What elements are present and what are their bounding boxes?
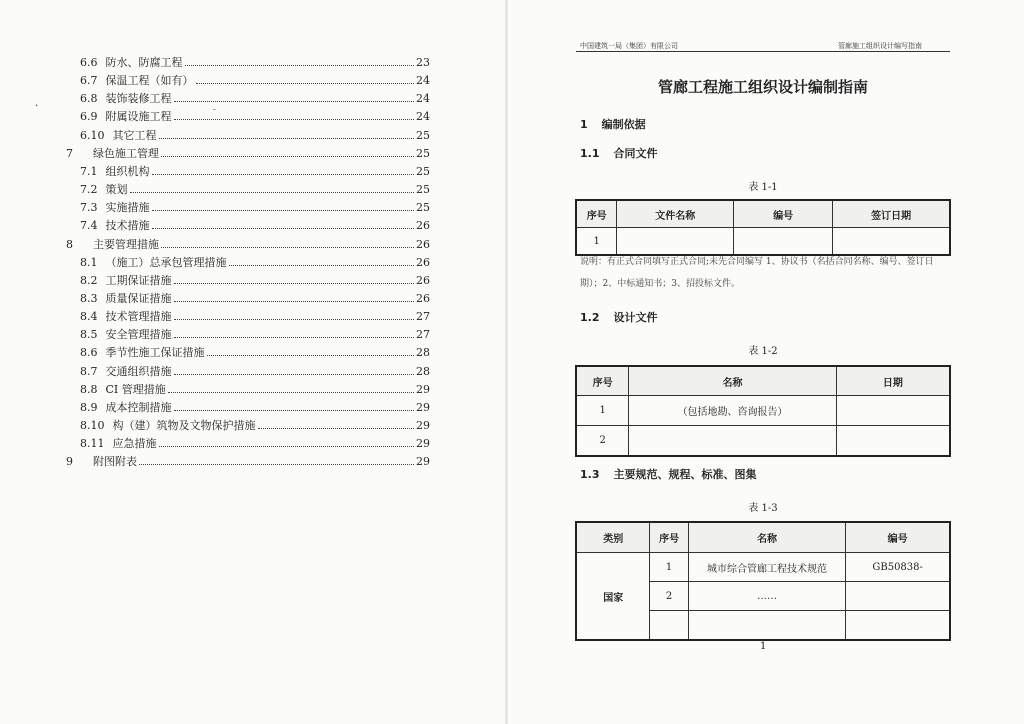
- toc-title: （施工）总承包管理措施: [105, 255, 227, 269]
- toc-title: 技术措施: [105, 219, 150, 233]
- toc-title: 技术管理措施: [105, 310, 172, 324]
- toc-number: 8.2: [80, 273, 98, 287]
- toc-leader-dots: [168, 392, 414, 393]
- toc-entry: [80, 290, 430, 307]
- toc-title: 安全管理措施: [105, 328, 172, 342]
- section-number: 1.3: [580, 468, 600, 481]
- scan-speck: ˛: [34, 94, 40, 107]
- toc-title: 成本控制措施: [105, 400, 172, 414]
- column-header: 编号: [846, 522, 950, 553]
- toc-entry: [80, 54, 430, 71]
- toc-entry: [80, 199, 430, 216]
- toc-page-number: 26: [416, 237, 430, 251]
- toc-page-number: 24: [416, 74, 430, 88]
- toc-title: 保温工程（如有）: [105, 74, 194, 88]
- toc-title: 主要管理措施: [93, 237, 159, 251]
- column-header: 类别: [576, 522, 650, 553]
- toc-title: 构（建）筑物及文物保护措施: [112, 419, 256, 432]
- section-title: 设计文件: [613, 311, 658, 324]
- design-files-table: [575, 365, 951, 457]
- table-cell: 1: [576, 228, 617, 256]
- toc-leader-dots: [185, 65, 415, 66]
- document-title: 管廊工程施工组织设计编制指南: [657, 78, 868, 96]
- toc-number: 7: [66, 146, 73, 160]
- table-3-caption: 表 1-3: [748, 503, 778, 514]
- toc-entry: [80, 344, 430, 361]
- toc-entry: [80, 381, 430, 398]
- table-cell: 1: [650, 553, 688, 582]
- toc-number: 7.1: [80, 164, 98, 178]
- toc-leader-dots: [174, 319, 415, 320]
- toc-entry: [66, 453, 430, 470]
- toc-entry: [80, 363, 430, 380]
- table-1-note: 说明：有正式合同填写正式合同;未先合同编写 1、协议书（名括合同名称、编号、签订日期）；2、中标通知书；3、招投标文件。: [580, 257, 934, 289]
- toc-entry: [80, 399, 430, 416]
- header-rule: [576, 51, 950, 52]
- toc-number: 7.4: [80, 219, 98, 233]
- table-cell: [846, 582, 950, 611]
- toc-leader-dots: [152, 228, 415, 229]
- toc-leader-dots: [139, 464, 414, 465]
- toc-leader-dots: [159, 138, 415, 139]
- table-row: [576, 553, 950, 582]
- toc-entry: [80, 417, 430, 434]
- table-cell: [846, 611, 950, 641]
- toc-entry: [80, 163, 430, 180]
- column-header: 名称: [688, 522, 846, 553]
- table-row: [576, 426, 950, 457]
- table-cell: 1: [576, 396, 629, 426]
- toc-title: 策划: [105, 183, 128, 197]
- table-cell: [836, 396, 950, 426]
- toc-page-number: 29: [416, 437, 430, 451]
- toc-leader-dots: [174, 301, 415, 302]
- toc-number: 8.9: [80, 400, 98, 414]
- toc-number: 6.8: [80, 92, 98, 106]
- toc-number: 8: [66, 237, 73, 251]
- toc-entry: [80, 127, 430, 144]
- standards-table: [575, 521, 951, 641]
- toc-page-number: 26: [416, 273, 430, 287]
- toc-number: 6.6: [80, 56, 98, 69]
- table-cell: [650, 611, 688, 641]
- toc-number: 8.8: [80, 382, 98, 396]
- toc-title: 绿色施工管理: [93, 146, 159, 160]
- section-heading-1-3: [580, 466, 757, 482]
- toc-entry: [80, 308, 430, 325]
- column-header: 序号: [576, 200, 617, 228]
- toc-entry: [66, 236, 430, 253]
- toc-page-number: 29: [416, 419, 430, 432]
- scan-speck: ˉ: [212, 109, 217, 119]
- toc-page-number: 25: [416, 183, 430, 197]
- toc-number: 8.5: [80, 328, 98, 342]
- toc-page-number: 24: [416, 92, 430, 106]
- toc-entry: [80, 90, 430, 107]
- table-cell: [836, 426, 950, 457]
- toc-page-number: 23: [416, 56, 430, 69]
- toc-leader-dots: [174, 119, 415, 120]
- toc-number: 8.4: [80, 310, 98, 324]
- section-title: 编制依据: [601, 118, 646, 131]
- column-header: 序号: [576, 366, 629, 396]
- toc-page-number: 26: [416, 291, 430, 305]
- toc-entry: [80, 72, 430, 89]
- toc-number: 6.9: [80, 110, 98, 124]
- toc-number: 6.7: [80, 74, 98, 88]
- table-cell: 2: [576, 426, 629, 457]
- page-number: 1: [760, 641, 767, 652]
- category-cell: 国家: [576, 553, 650, 641]
- toc-leader-dots: [161, 156, 414, 157]
- toc-leader-dots: [161, 247, 414, 248]
- toc-title: 附属设施工程: [105, 110, 172, 124]
- toc-leader-dots: [196, 83, 415, 84]
- toc-entry: [80, 181, 430, 198]
- column-header: 文件名称: [617, 200, 734, 228]
- column-header: 日期: [836, 366, 950, 396]
- toc-number: 8.7: [80, 364, 98, 378]
- toc-leader-dots: [152, 174, 415, 175]
- toc-number: 7.2: [80, 183, 98, 197]
- toc-number: 8.11: [80, 437, 105, 451]
- toc-leader-dots: [174, 374, 415, 375]
- table-cell: ……: [688, 582, 846, 611]
- table-2-caption: 表 1-2: [748, 346, 778, 357]
- header-company: 中国建筑一局（集团）有限公司: [580, 42, 678, 50]
- table-header-row: [576, 200, 950, 228]
- column-header: 编号: [734, 200, 833, 228]
- toc-page-number: 24: [416, 110, 430, 124]
- section-heading-1: [580, 116, 646, 132]
- toc-leader-dots: [174, 337, 415, 338]
- section-number: 1.2: [580, 311, 600, 324]
- table-1-caption: 表 1-1: [748, 182, 778, 193]
- toc-entry: [80, 326, 430, 343]
- header-document-name: 管廊施工组织设计编写指南: [838, 42, 922, 50]
- toc-title: 质量保证措施: [105, 291, 172, 305]
- toc-leader-dots: [130, 192, 415, 193]
- toc-title: CI 管理措施: [105, 382, 166, 396]
- toc-entry: [80, 108, 430, 125]
- section-number: 1: [580, 118, 588, 131]
- section-title: 主要规范、规程、标准、图集: [613, 468, 757, 481]
- toc-title: 实施措施: [105, 201, 150, 215]
- toc-page-number: 26: [416, 219, 430, 233]
- toc-page-number: 25: [416, 201, 430, 215]
- toc-page-number: 25: [416, 146, 430, 160]
- toc-leader-dots: [159, 446, 415, 447]
- toc-page-number: 29: [416, 400, 430, 414]
- toc-leader-dots: [258, 428, 415, 429]
- toc-number: 8.1: [80, 255, 98, 269]
- toc-number: 8.10: [80, 419, 105, 432]
- toc-number: 8.6: [80, 346, 98, 360]
- table-header-row: [576, 366, 950, 396]
- toc-page-number: 27: [416, 310, 430, 324]
- section-heading-1-2: [580, 309, 658, 325]
- toc-number: 8.3: [80, 291, 98, 305]
- column-header: 签订日期: [833, 200, 950, 228]
- toc-title: 防水、防腐工程: [105, 56, 183, 69]
- toc-number: 7.3: [80, 201, 98, 215]
- toc-page-number: 29: [416, 382, 430, 396]
- toc-page-number: 25: [416, 128, 430, 142]
- toc-page-number: 26: [416, 255, 430, 269]
- table-cell: 2: [650, 582, 688, 611]
- toc-number: 6.10: [80, 128, 105, 142]
- table-cell: [629, 426, 837, 457]
- toc-entry: [80, 272, 430, 289]
- table-cell: （包括地勘、咨询报告）: [629, 396, 837, 426]
- toc-leader-dots: [174, 101, 415, 102]
- table-cell: [688, 611, 846, 641]
- section-number: 1.1: [580, 147, 600, 160]
- section-title: 合同文件: [613, 147, 658, 160]
- toc-entry: [80, 435, 430, 452]
- column-header: 序号: [650, 522, 688, 553]
- toc-title: 装饰装修工程: [105, 92, 172, 106]
- toc-entry: [80, 254, 430, 271]
- toc-title: 季节性施工保证措施: [105, 346, 205, 360]
- toc-leader-dots: [229, 265, 415, 266]
- table-header-row: [576, 522, 950, 553]
- toc-page-number: 27: [416, 328, 430, 342]
- table-row: [576, 396, 950, 426]
- table-cell: 城市综合管廊工程技术规范: [688, 553, 846, 582]
- column-header: 名称: [629, 366, 837, 396]
- toc-leader-dots: [207, 355, 415, 356]
- toc-entry: [66, 145, 430, 162]
- toc-title: 其它工程: [112, 128, 157, 142]
- contract-files-table: [575, 199, 951, 256]
- toc-title: 附图附表: [93, 455, 137, 469]
- toc-number: 9: [66, 455, 73, 469]
- toc-leader-dots: [174, 283, 415, 284]
- toc-title: 应急措施: [112, 437, 157, 451]
- toc-page-number: 25: [416, 164, 430, 178]
- toc-leader-dots: [152, 210, 415, 211]
- toc-title: 组织机构: [105, 164, 150, 178]
- toc-page-number: 28: [416, 346, 430, 360]
- toc-entry: [80, 217, 430, 234]
- toc-page-number: 29: [416, 455, 430, 469]
- section-heading-1-1: [580, 145, 658, 161]
- toc-page-number: 28: [416, 364, 430, 378]
- toc-title: 交通组织措施: [105, 364, 172, 378]
- toc-title: 工期保证措施: [105, 273, 172, 287]
- table-cell: GB50838-: [846, 553, 950, 582]
- toc-leader-dots: [174, 410, 415, 411]
